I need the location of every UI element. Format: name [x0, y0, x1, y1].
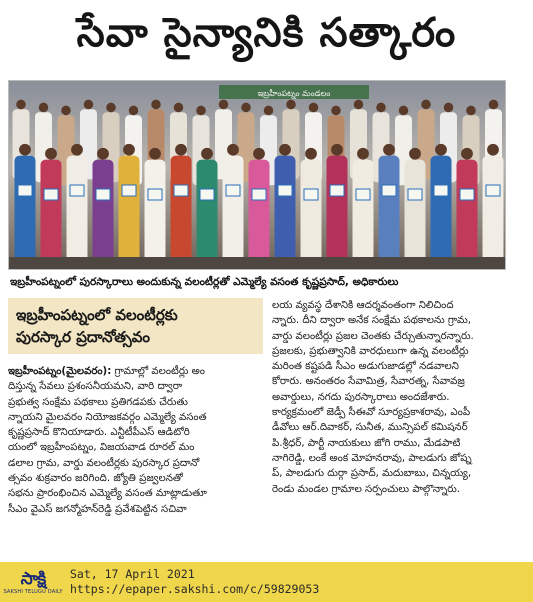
photo-person-front: [457, 148, 478, 270]
certificate-icon: [226, 185, 240, 196]
article-line: కార్యక్రమంలో జెడ్పీ సీఈవో సూర్యప్రకాశరావు, ఎంపీ: [272, 407, 471, 419]
photo-person-front: [483, 144, 504, 266]
article-line: నాగిరెడ్డి, లంకే అంక మోహనరావు, పాలడుగు జోష్న: [272, 452, 472, 464]
headline: సేవా సైన్యానికి సత్కారం: [76, 10, 457, 56]
article-line: గ్రామాల్లో వలంటీర్లు అం: [111, 366, 205, 377]
logo-wordmark: సాక్షి: [20, 569, 46, 589]
article-line: రెండు మండల గ్రామాల సర్పంచులు పాల్గొన్నారు.: [272, 483, 461, 495]
subheading-line-2: పురస్కార ప్రదానోత్సవం: [16, 328, 150, 346]
photo-person-front: [197, 148, 218, 270]
epaper-url[interactable]: https://epaper.sakshi.com/c/59829053: [70, 582, 320, 596]
certificate-icon: [18, 185, 32, 196]
photo-person-front: [223, 144, 244, 266]
certificate-icon: [330, 185, 344, 196]
certificate-icon: [434, 185, 448, 196]
certificate-icon: [486, 185, 500, 196]
certificate-icon: [174, 185, 188, 196]
certificate-icon: [304, 189, 318, 200]
photo-person-front: [171, 144, 192, 266]
certificate-icon: [278, 185, 292, 196]
certificate-icon: [252, 189, 266, 200]
article-line: సభను ప్రారంభించిన ఎమ్మెల్యే వసంత మాట్లాడుతూ: [8, 488, 207, 500]
photo-person-front: [353, 148, 374, 270]
article-line: కృష్ణప్రసాద్ కొనియాడారు. ఎన్టీటీపీఎస్ ఆడిటోరి: [8, 427, 190, 439]
certificate-icon: [148, 189, 162, 200]
photo-person-front: [379, 144, 400, 266]
article-line: ప్, పాలడుగు దుర్గా ప్రసాద్, మదుబాబు, చిన్నయ్య,: [272, 468, 472, 480]
certificate-icon: [408, 189, 422, 200]
photo-person-front: [327, 144, 348, 266]
article-column-right: [272, 298, 512, 497]
epaper-footer: [0, 562, 533, 602]
article-line: అవార్డులు, నగదు పురస్కారాలు అందజేశారు.: [272, 391, 450, 403]
article-line: ప్రజలకు, ప్రభుత్వానికి వారధులుగా ఉన్న వలంటీర్లు: [272, 345, 469, 357]
article-line: డలాల గ్రామ, వార్డు వలంటీర్లకు పురస్కార ప్రదానో: [8, 457, 200, 469]
article-line: దిస్తున్న సేవలు ప్రశంసనీయమని, వారి ద్వారా: [8, 381, 183, 393]
article-line: త్సవం శుక్రవారం జరిగింది. జ్యోతి ప్రజ్వలనతో: [8, 473, 183, 485]
certificate-icon: [356, 189, 370, 200]
article-line: యంలో ఇబ్రహీంపట్నం, విజయవాడ రూరల్ మం: [8, 442, 195, 454]
photo-person-front: [301, 148, 322, 270]
article-column-left: [8, 298, 263, 517]
article-line: డీవోలు ఆర్.దివాకర్, సునీత, మున్సిపల్ కమిషనర్: [272, 422, 468, 434]
article-line: ప్రభుత్వ సంక్షేమ పథకాలు ప్రతిగడపకు చేరుతు: [8, 396, 188, 408]
news-photo: [8, 80, 506, 270]
photo-person-front: [275, 144, 296, 266]
article-line: కోరారు. అనంతరం సేవామిత్ర, సేవారత్న, సేవావజ్ర: [272, 376, 465, 388]
subheading-line-1: ఇబ్రహీంపట్నంలో వలంటీర్లకు: [16, 306, 178, 324]
article-first-line: [8, 364, 263, 379]
certificate-icon: [460, 189, 474, 200]
photo-caption: ఇబ్రహీంపట్నంలో పురస్కారాలు అందుకున్న వలంటీర్లతో ఎమ్మెల్యే వసంత కృష్ణప్రసాద్, అధికారులు: [10, 275, 399, 288]
photo-person-front: [145, 148, 166, 270]
banner-text: ఇబ్రహీంపట్నం మండలం: [257, 89, 331, 98]
certificate-icon: [200, 189, 214, 200]
logo-subtitle: SAKSHI TELUGU DAILY: [3, 589, 63, 595]
photo-person-front: [15, 144, 36, 266]
article-line: మరింత కష్టపడి సీఎం అడుగుజాడల్లో నడవాలని: [272, 361, 459, 373]
dateline: ఇబ్రహీంపట్నం(మైలవరం):: [8, 366, 112, 377]
photo-person-front: [249, 148, 270, 270]
article-line: పి.శ్రీధర్, పార్టీ నాయకులు జోగి రాము, మేడపాటి: [272, 437, 461, 449]
article-line: వార్డు వలంటీర్లు ప్రజల చెంతకు చేర్చుతున్నారన్నారు.: [272, 330, 474, 342]
certificate-icon: [382, 185, 396, 196]
article-line: న్నాయని మైలవరం నియోజకవర్గం ఎమ్మెల్యే వసంత: [8, 411, 207, 423]
photo-person-front: [405, 148, 426, 270]
photo-person-front: [93, 148, 114, 270]
article-line: సీఎం వైఎస్ జగన్మోహన్‌రెడ్డి ప్రవేశపెట్టిన సచివా: [8, 503, 187, 515]
certificate-icon: [96, 189, 110, 200]
article-line: లయ వ్యవస్థ దేశానికి ఆదర్శవంతంగా నిలిచింద: [272, 300, 454, 311]
photo-person-front: [431, 144, 452, 266]
photo-person-front: [41, 148, 62, 270]
sakshi-logo[interactable]: [3, 565, 63, 599]
article-line: న్నారు. దీని ద్వారా అనేక సంక్షేమ పథకాలను గ్రామ,: [272, 315, 471, 327]
publish-date: Sat, 17 April 2021: [70, 567, 195, 581]
photo-person-front: [119, 144, 140, 266]
certificate-icon: [70, 185, 84, 196]
photo-person-front: [67, 144, 88, 266]
certificate-icon: [122, 185, 136, 196]
certificate-icon: [44, 189, 58, 200]
subheading-box: [8, 298, 263, 354]
